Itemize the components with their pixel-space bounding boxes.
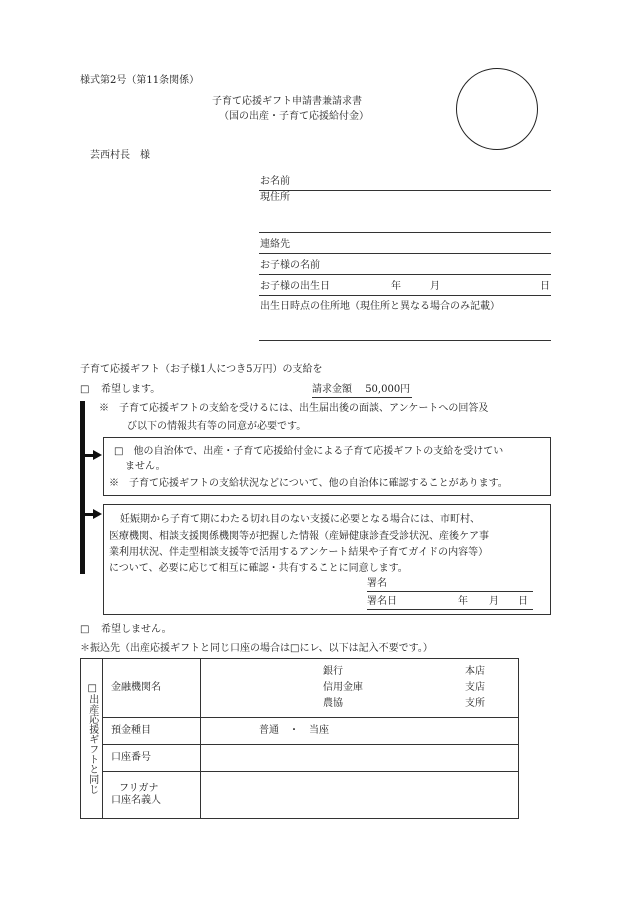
address-line-2[interactable]: [259, 212, 551, 233]
account-holder-label: 口座名義人: [111, 795, 161, 806]
consent-note-line2: び以下の情報共有等の同意が必要です。: [127, 421, 307, 432]
child-birth-month: 月: [430, 280, 440, 292]
seal-circle: [456, 68, 538, 150]
box-info-sharing: [103, 504, 551, 615]
claim-amount-label: 請求金額: [312, 384, 352, 395]
address-label: 現住所: [260, 192, 290, 203]
bank-type-1: 銀行: [323, 665, 343, 677]
child-name-label: お子様の名前: [260, 259, 320, 271]
form-title: 子育て応援ギフト申請書兼請求書: [212, 96, 362, 107]
form-subtitle: （国の出産・子育て応援給付金）: [219, 111, 369, 122]
consent-note-line1: ※ 子育て応援ギフトの支給を受けるには、出生届出後の面談、アンケートへの回答及: [99, 403, 489, 414]
branch-type-2: 支店: [465, 681, 485, 693]
bracket-bar: [80, 401, 85, 574]
account-holder-cell[interactable]: [201, 772, 519, 819]
bank-table: [80, 658, 519, 819]
branch-type-1: 本店: [465, 665, 485, 677]
transfer-note: ＊振込先（出産応援ギフトと同じ口座の場合は□にレ、以下は記入不要です。）: [80, 643, 433, 654]
institution-cell[interactable]: [201, 659, 519, 718]
name-label: お名前: [260, 175, 290, 187]
form-number: 様式第2号（第11条関係）: [80, 75, 200, 86]
bank-type-2: 信用金庫: [323, 681, 363, 693]
same-account-cell[interactable]: [81, 659, 103, 819]
want-checkbox[interactable]: □: [80, 384, 90, 395]
box2-line1: 妊娠期から子育て期にわたる切れ目のない支援に必要となる場合には、市町村、: [120, 514, 480, 525]
box2-line4: について、必要に応じて相互に確認・共有することに同意します。: [109, 563, 408, 574]
box1-line3: ※ 子育て応援ギフトの支給状況などについて、他の自治体に確認することがあります。: [109, 478, 508, 489]
box2-line2: 医療機関、相談支援関係機関等が把握した情報（産婦健康診査受診状況、産後ケア事: [109, 531, 489, 542]
signature-year: 年: [458, 596, 468, 607]
addressee: 芸西村長 様: [90, 150, 150, 161]
contact-field[interactable]: [259, 234, 551, 254]
account-number-cell[interactable]: [201, 745, 519, 772]
deposit-type-label: 預金種目: [103, 718, 201, 745]
want-label: 希望します。: [101, 384, 161, 395]
box1-line1[interactable]: □ 他の自治体で、出産・子育て応援給付金による子育て応援ギフトの支給を受けてい: [114, 446, 504, 457]
child-birth-label: お子様の出生日: [260, 280, 330, 292]
not-want-checkbox[interactable]: □: [80, 624, 90, 635]
signature-date-field[interactable]: [367, 596, 533, 610]
birth-address-label: 出生日時点の住所地（現住所と異なる場合のみ記載）: [260, 301, 500, 312]
signature-day: 日: [518, 596, 528, 607]
account-holder-label-cell: [103, 772, 201, 819]
box1-line2: ません。: [125, 461, 166, 472]
bank-type-3: 農協: [323, 697, 343, 709]
birth-address-field[interactable]: [259, 300, 551, 341]
name-field[interactable]: [259, 172, 551, 191]
claim-amount-value: 50,000円: [365, 384, 411, 395]
deposit-type-value[interactable]: 普通 ・ 当座: [201, 718, 519, 745]
account-number-label: 口座番号: [103, 745, 201, 772]
box-other-municipality: [103, 437, 551, 496]
gift-intro: 子育て応援ギフト（お子様1人につき5万円）の支給を: [80, 364, 323, 375]
box2-line3: 業利用状況、伴走型相談支援等で活用するアンケート結果や子育てガイドの内容等）: [109, 547, 489, 558]
signature-date-label: 署名日: [367, 596, 397, 607]
signature-field[interactable]: [367, 578, 533, 592]
claim-amount: [312, 384, 412, 398]
contact-label: 連絡先: [260, 238, 290, 250]
signature-month: 月: [489, 596, 499, 607]
branch-type-3: 支所: [465, 697, 485, 709]
institution-label: 金融機関名: [103, 659, 201, 718]
furigana-label: フリガナ: [119, 782, 159, 794]
child-name-field[interactable]: [259, 256, 551, 275]
child-birth-year: 年: [391, 280, 401, 292]
not-want-label: 希望しません。: [101, 624, 172, 635]
signature-label: 署名: [367, 578, 387, 589]
same-account-label: □出産応援ギフトと同じ: [86, 683, 98, 794]
child-birth-field[interactable]: [259, 277, 551, 296]
child-birth-day: 日: [540, 280, 550, 292]
